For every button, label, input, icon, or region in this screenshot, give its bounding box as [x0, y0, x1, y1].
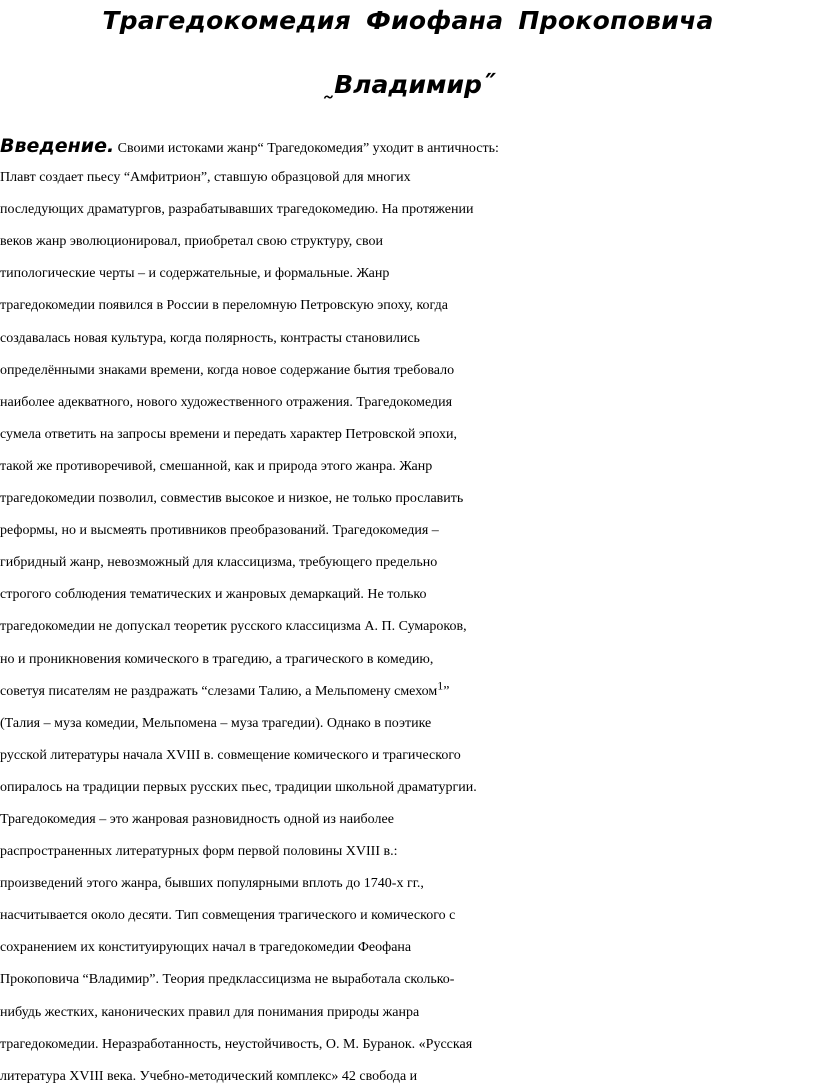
text-line: сохранением их конституирующих начал в трагедокомедии Феофана	[0, 940, 412, 956]
text-line: насчитывается около десяти. Тип совмещения трагического и комического с	[0, 908, 456, 924]
text-line: гибридный жанр, невозможный для классицизма, требующего предельно	[0, 555, 438, 571]
page-title: Трагедокомедия Фиофана Прокоповича	[102, 6, 714, 35]
text-line: произведений этого жанра, бывших популярными вплоть до 1740-х гг.,	[0, 876, 424, 892]
text-line: трагедокомедии не допускал теоретик русского классицизма А. П. Сумароков,	[0, 619, 467, 635]
footnote-marker: 1	[437, 677, 444, 692]
text-line: трагедокомедии. Неразработанность, неустойчивость, О. М. Буранок. «Русская	[0, 1036, 473, 1052]
text-line: нибудь жестких, канонических правил для понимания природы жанра	[0, 1004, 420, 1020]
text-line: трагедокомедии позволил, совместив высокое и низкое, не только прославить	[0, 491, 464, 507]
text-line	[0, 130, 816, 162]
text-line: определёнными знаками времени, когда новое содержание бытия требовало	[0, 362, 455, 378]
text-line: но и проникновения комического в трагедию, а трагического в комедию,	[0, 651, 434, 667]
text-line: литература XVIII века. Учебно-методический комплекс» 42 свобода и	[0, 1068, 418, 1084]
text-line: распространенных литературных форм первой половины XVIII в.:	[0, 844, 398, 860]
closing-quote: ”	[443, 683, 450, 699]
text-line: создавалась новая культура, когда полярность, контрасты становились	[0, 330, 420, 346]
text-line: Трагедокомедия – это жанровая разновидность одной из наиболее	[0, 811, 394, 827]
text-line-content: Своими истоками жанр“ Трагедокомедия” уходит в античность:	[114, 141, 499, 156]
text-line: веков жанр эволюционировал, приобретал свою структуру, свои	[0, 234, 383, 250]
text-line	[0, 676, 816, 708]
text-line: строгого соблюдения тематических и жанровых демаркаций. Не только	[0, 587, 427, 603]
text-line: наиболее адекватного, нового художественного отражения. Трагедокомедия	[0, 394, 453, 410]
text-line: Плавт создает пьесу “Амфитрион”, ставшую образцовой для многих	[0, 170, 411, 186]
text-line-content: советуя писателям не раздражать “слезами Талию, а Мельпомену смехом	[0, 683, 438, 699]
text-line: сумела ответить на запросы времени и передать характер Петровской эпохи,	[0, 426, 457, 442]
text-line: опиралось на традиции первых русских пьес, традиции школьной драматургии.	[0, 779, 477, 795]
text-line: трагедокомедии появился в России в переломную Петровскую эпоху, когда	[0, 298, 448, 314]
text-line: последующих драматургов, разрабатывавших трагедокомедию. На протяжении	[0, 202, 474, 218]
text-line: (Талия – муза комедии, Мельпомена – муза трагедии). Однако в поэтике	[0, 715, 432, 731]
text-line: такой же противоречивой, смешанной, как и природа этого жанра. Жанр	[0, 458, 433, 474]
intro-label: Введение.	[0, 135, 115, 157]
text-line: реформы, но и высмеять противников преобразований. Трагедокомедия –	[0, 523, 439, 539]
body-text	[0, 130, 816, 1090]
page-subtitle: ˷Владимир˝	[321, 70, 495, 99]
text-line: русской литературы начала XVIII в. совмещение комического и трагического	[0, 747, 461, 763]
text-line: Прокоповича “Владимир”. Теория предклассицизма не выработала сколько-	[0, 972, 455, 988]
text-line: типологические черты – и содержательные, и формальные. Жанр	[0, 266, 390, 282]
